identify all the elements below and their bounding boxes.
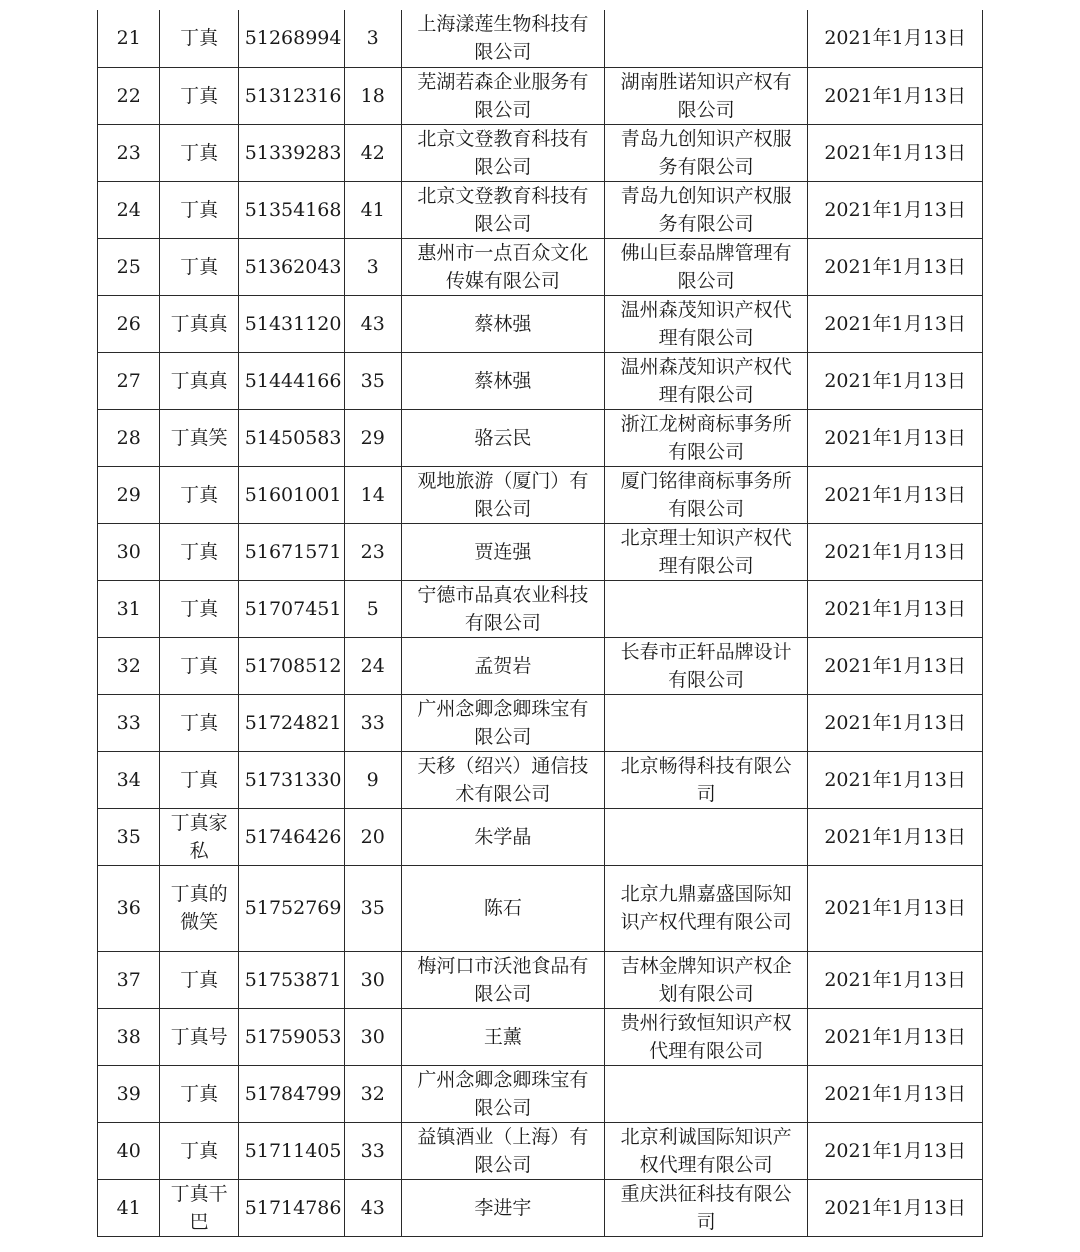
registration-number: 51753871 [238,951,344,1008]
trademark-name: 丁真 [160,694,238,751]
trademark-table-body [98,10,983,1236]
date-cell: 2021年1月13日 [808,466,983,523]
agency-name: 青岛九创知识产权服务有限公司 [605,124,808,181]
agency-name: 北京利诚国际知识产权代理有限公司 [605,1122,808,1179]
class-number: 24 [344,637,401,694]
trademark-name: 丁真的微笑 [160,865,238,951]
agency-name [605,10,808,67]
agency-name: 吉林金牌知识产权企划有限公司 [605,951,808,1008]
trademark-name: 丁真 [160,1065,238,1122]
registration-number: 51431120 [238,295,344,352]
row-number: 26 [98,295,160,352]
applicant-name: 惠州市一点百众文化传媒有限公司 [401,238,604,295]
applicant-name: 骆云民 [401,409,604,466]
applicant-name: 蔡林强 [401,352,604,409]
applicant-name: 陈石 [401,865,604,951]
registration-number: 51711405 [238,1122,344,1179]
applicant-name: 广州念卿念卿珠宝有限公司 [401,1065,604,1122]
class-number: 42 [344,124,401,181]
table-row [98,808,983,865]
class-number: 41 [344,181,401,238]
class-number: 3 [344,238,401,295]
class-number: 35 [344,352,401,409]
class-number: 9 [344,751,401,808]
applicant-name: 王薰 [401,1008,604,1065]
row-number: 35 [98,808,160,865]
trademark-name: 丁真 [160,523,238,580]
row-number: 37 [98,951,160,1008]
table-row [98,523,983,580]
trademark-name: 丁真家私 [160,808,238,865]
date-cell: 2021年1月13日 [808,751,983,808]
date-cell: 2021年1月13日 [808,67,983,124]
registration-number: 51354168 [238,181,344,238]
applicant-name: 宁德市品真农业科技有限公司 [401,580,604,637]
trademark-name: 丁真号 [160,1008,238,1065]
row-number: 32 [98,637,160,694]
date-cell: 2021年1月13日 [808,865,983,951]
agency-name [605,580,808,637]
registration-number: 51601001 [238,466,344,523]
agency-name: 温州森茂知识产权代理有限公司 [605,295,808,352]
registration-number: 51708512 [238,637,344,694]
row-number: 39 [98,1065,160,1122]
trademark-name: 丁真真 [160,295,238,352]
row-number: 23 [98,124,160,181]
table-row [98,1008,983,1065]
table-row [98,352,983,409]
table-row [98,10,983,67]
trademark-name: 丁真 [160,238,238,295]
applicant-name: 芜湖若森企业服务有限公司 [401,67,604,124]
table-row [98,865,983,951]
trademark-name: 丁真 [160,1122,238,1179]
row-number: 27 [98,352,160,409]
row-number: 30 [98,523,160,580]
applicant-name: 天移（绍兴）通信技术有限公司 [401,751,604,808]
table-row [98,466,983,523]
row-number: 25 [98,238,160,295]
trademark-name: 丁真 [160,10,238,67]
class-number: 23 [344,523,401,580]
agency-name [605,1065,808,1122]
class-number: 18 [344,67,401,124]
registration-number: 51268994 [238,10,344,67]
table-row [98,1179,983,1236]
trademark-name: 丁真真 [160,352,238,409]
table-row [98,124,983,181]
trademark-table [97,10,983,1237]
class-number: 35 [344,865,401,951]
applicant-name: 北京文登教育科技有限公司 [401,181,604,238]
class-number: 20 [344,808,401,865]
class-number: 33 [344,694,401,751]
date-cell: 2021年1月13日 [808,951,983,1008]
agency-name: 青岛九创知识产权服务有限公司 [605,181,808,238]
table-row [98,238,983,295]
applicant-name: 北京文登教育科技有限公司 [401,124,604,181]
trademark-name: 丁真 [160,951,238,1008]
applicant-name: 益镇酒业（上海）有限公司 [401,1122,604,1179]
agency-name: 北京理士知识产权代理有限公司 [605,523,808,580]
date-cell: 2021年1月13日 [808,637,983,694]
agency-name: 重庆洪征科技有限公司 [605,1179,808,1236]
table-row [98,409,983,466]
date-cell: 2021年1月13日 [808,523,983,580]
table-row [98,1065,983,1122]
trademark-name: 丁真 [160,637,238,694]
date-cell: 2021年1月13日 [808,1065,983,1122]
registration-number: 51714786 [238,1179,344,1236]
applicant-name: 朱学晶 [401,808,604,865]
table-row [98,1122,983,1179]
registration-number: 51450583 [238,409,344,466]
applicant-name: 孟贺岩 [401,637,604,694]
agency-name [605,694,808,751]
registration-number: 51339283 [238,124,344,181]
agency-name: 长春市正轩品牌设计有限公司 [605,637,808,694]
trademark-name: 丁真 [160,181,238,238]
agency-name: 温州森茂知识产权代理有限公司 [605,352,808,409]
registration-number: 51724821 [238,694,344,751]
registration-number: 51731330 [238,751,344,808]
registration-number: 51784799 [238,1065,344,1122]
registration-number: 51362043 [238,238,344,295]
row-number: 41 [98,1179,160,1236]
row-number: 34 [98,751,160,808]
registration-number: 51707451 [238,580,344,637]
trademark-name: 丁真 [160,751,238,808]
applicant-name: 贾连强 [401,523,604,580]
row-number: 38 [98,1008,160,1065]
trademark-name: 丁真笑 [160,409,238,466]
class-number: 43 [344,295,401,352]
class-number: 5 [344,580,401,637]
table-row [98,637,983,694]
agency-name: 浙江龙树商标事务所有限公司 [605,409,808,466]
date-cell: 2021年1月13日 [808,808,983,865]
date-cell: 2021年1月13日 [808,1008,983,1065]
row-number: 33 [98,694,160,751]
class-number: 14 [344,466,401,523]
table-row [98,694,983,751]
table-row [98,951,983,1008]
class-number: 29 [344,409,401,466]
date-cell: 2021年1月13日 [808,580,983,637]
applicant-name: 蔡林强 [401,295,604,352]
agency-name: 佛山巨泰品牌管理有限公司 [605,238,808,295]
registration-number: 51759053 [238,1008,344,1065]
row-number: 36 [98,865,160,951]
registration-number: 51746426 [238,808,344,865]
applicant-name: 梅河口市沃池食品有限公司 [401,951,604,1008]
class-number: 33 [344,1122,401,1179]
trademark-table-container [97,10,983,1237]
class-number: 3 [344,10,401,67]
date-cell: 2021年1月13日 [808,352,983,409]
date-cell: 2021年1月13日 [808,124,983,181]
row-number: 24 [98,181,160,238]
date-cell: 2021年1月13日 [808,238,983,295]
trademark-name: 丁真 [160,580,238,637]
row-number: 31 [98,580,160,637]
class-number: 30 [344,951,401,1008]
applicant-name: 李进宇 [401,1179,604,1236]
date-cell: 2021年1月13日 [808,295,983,352]
registration-number: 51752769 [238,865,344,951]
date-cell: 2021年1月13日 [808,181,983,238]
registration-number: 51444166 [238,352,344,409]
row-number: 21 [98,10,160,67]
agency-name: 湖南胜诺知识产权有限公司 [605,67,808,124]
agency-name: 贵州行致恒知识产权代理有限公司 [605,1008,808,1065]
trademark-name: 丁真 [160,466,238,523]
table-row [98,295,983,352]
date-cell: 2021年1月13日 [808,1179,983,1236]
registration-number: 51312316 [238,67,344,124]
date-cell: 2021年1月13日 [808,1122,983,1179]
agency-name [605,808,808,865]
applicant-name: 上海漾莲生物科技有限公司 [401,10,604,67]
agency-name: 厦门铭律商标事务所有限公司 [605,466,808,523]
table-row [98,67,983,124]
trademark-name: 丁真 [160,124,238,181]
agency-name: 北京畅得科技有限公司 [605,751,808,808]
agency-name: 北京九鼎嘉盛国际知识产权代理有限公司 [605,865,808,951]
class-number: 30 [344,1008,401,1065]
trademark-name: 丁真 [160,67,238,124]
class-number: 43 [344,1179,401,1236]
applicant-name: 广州念卿念卿珠宝有限公司 [401,694,604,751]
registration-number: 51671571 [238,523,344,580]
date-cell: 2021年1月13日 [808,10,983,67]
table-row [98,181,983,238]
table-row [98,580,983,637]
row-number: 40 [98,1122,160,1179]
table-row [98,751,983,808]
class-number: 32 [344,1065,401,1122]
date-cell: 2021年1月13日 [808,694,983,751]
row-number: 28 [98,409,160,466]
row-number: 29 [98,466,160,523]
applicant-name: 观地旅游（厦门）有限公司 [401,466,604,523]
row-number: 22 [98,67,160,124]
trademark-name: 丁真干巴 [160,1179,238,1236]
date-cell: 2021年1月13日 [808,409,983,466]
